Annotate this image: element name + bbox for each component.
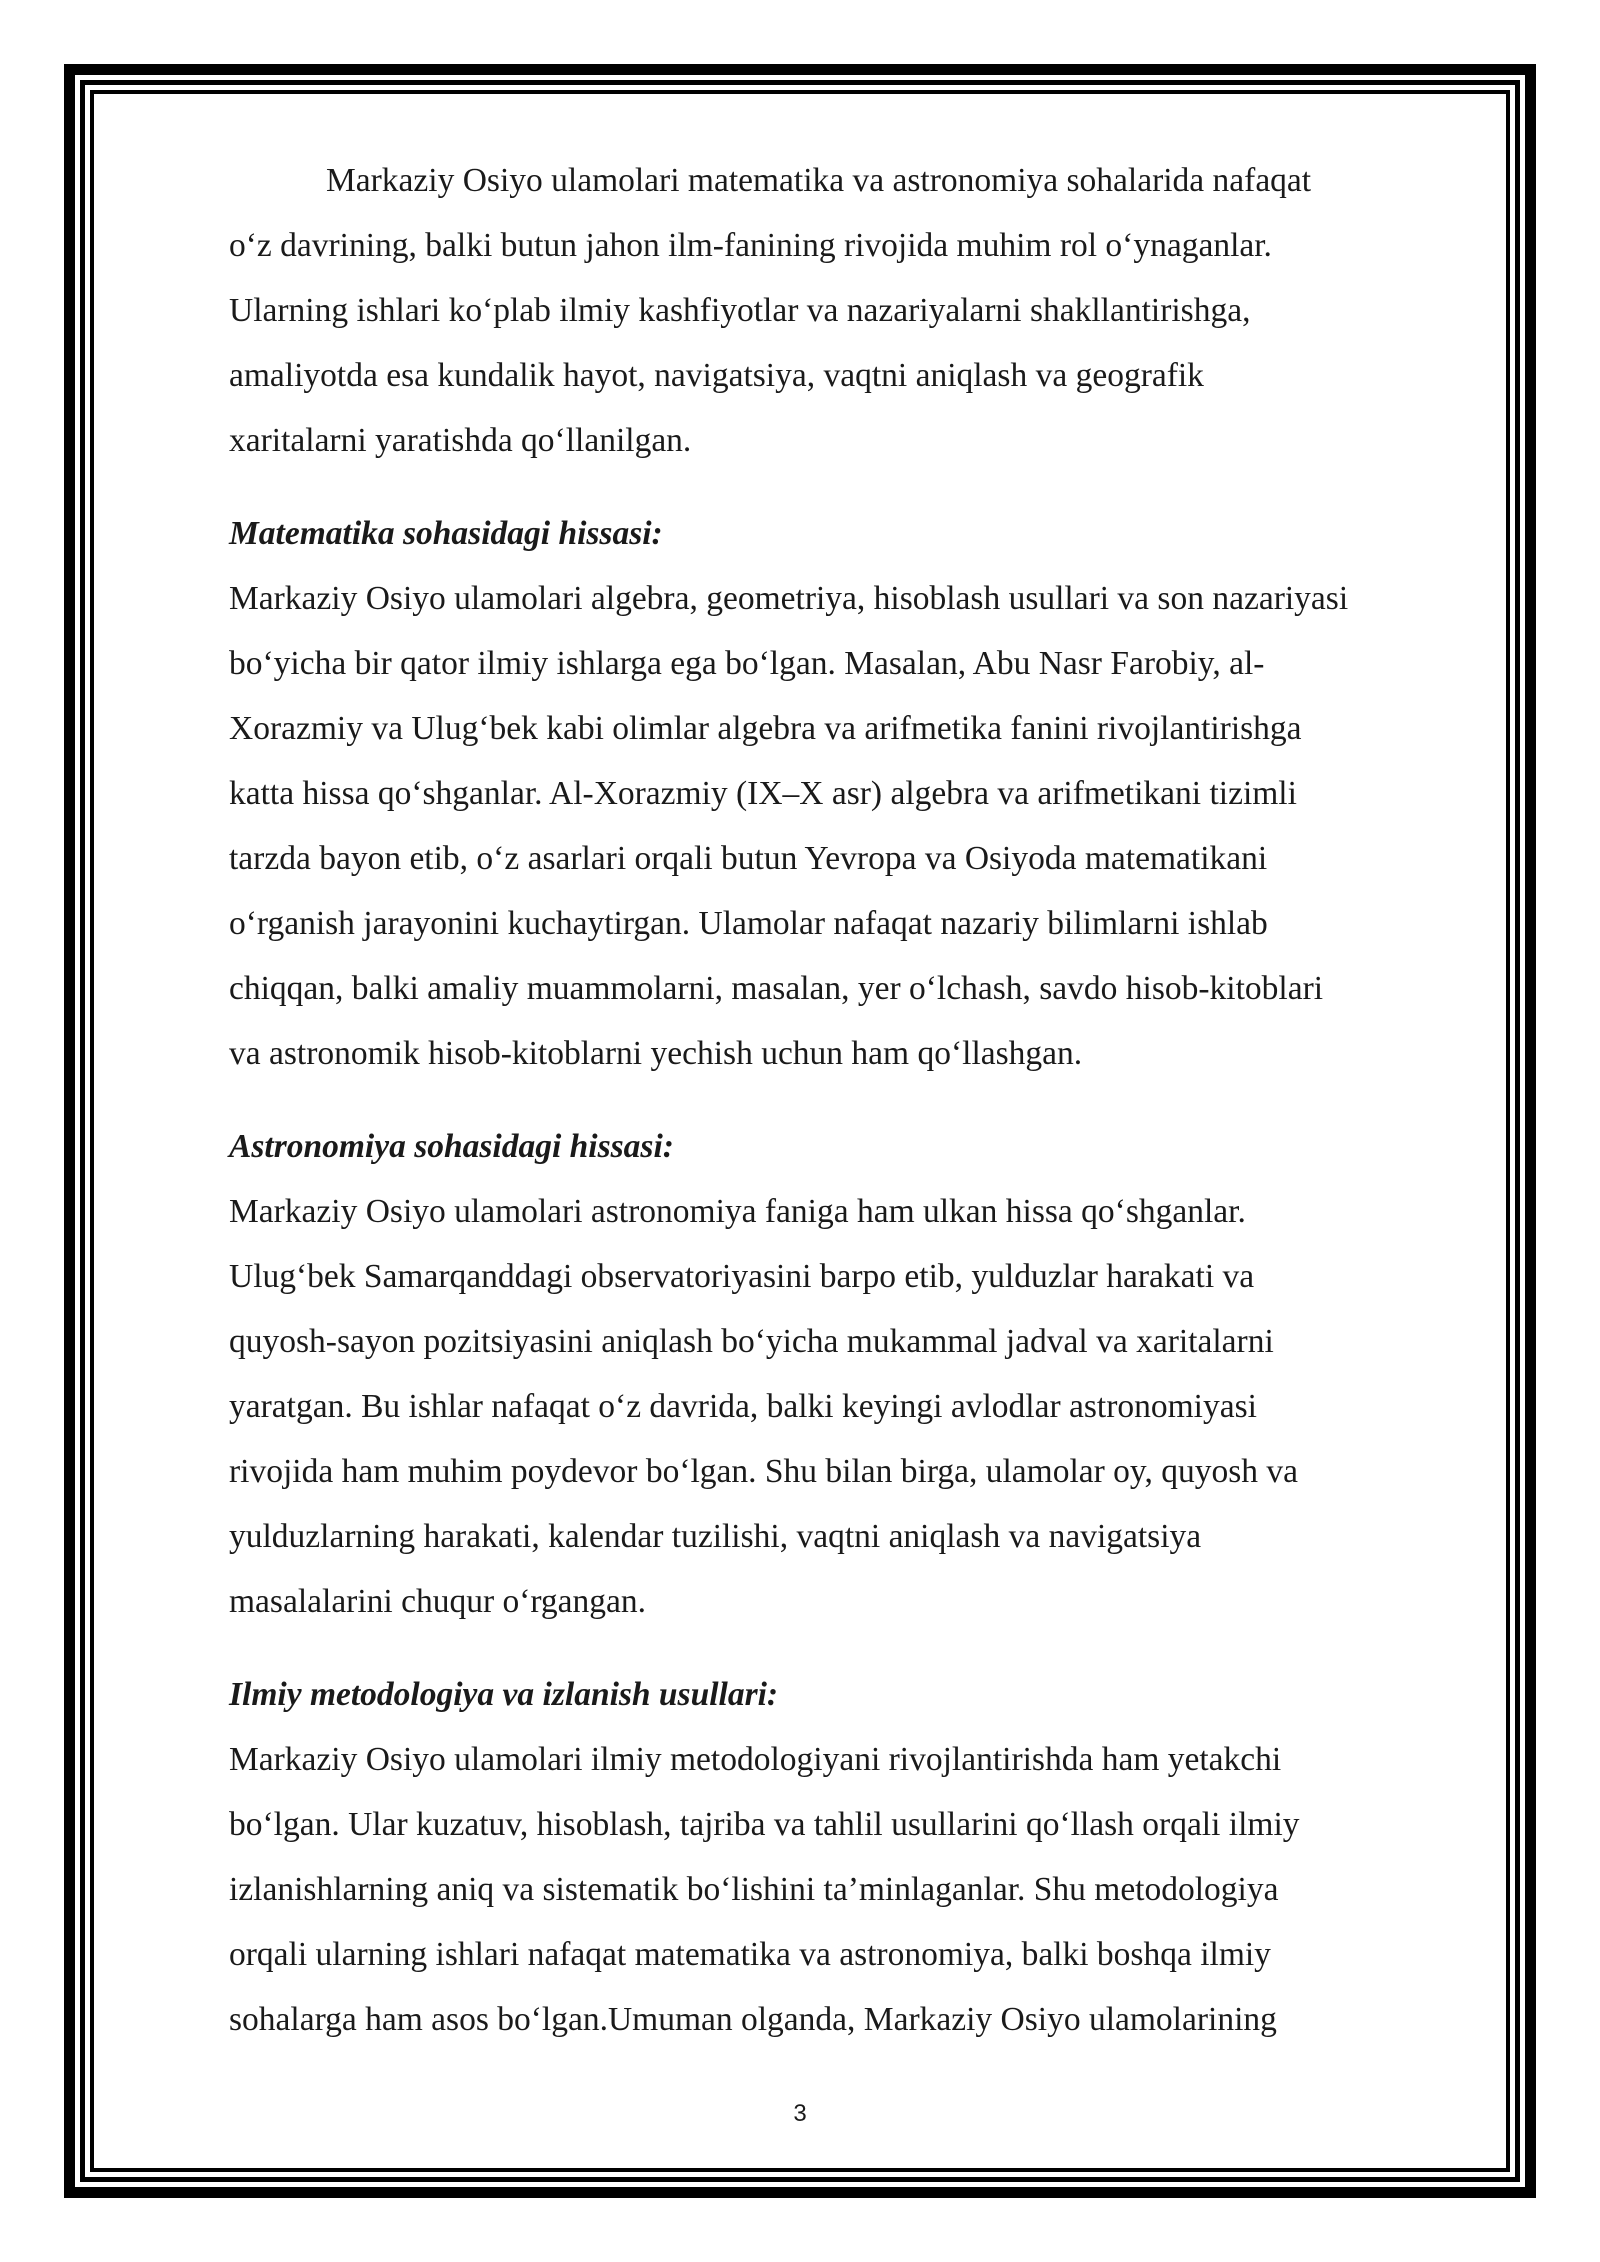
text-line: o‘z davrining, balki butun jahon ilm-fanining rivojida muhim rol o‘ynaganlar. (229, 227, 1272, 264)
text-line: Markaziy Osiyo ulamolari algebra, geometriya, hisoblash usullari va son nazariyasi (229, 580, 1349, 617)
section-heading: Ilmiy metodologiya va izlanish usullari: (229, 1676, 779, 1713)
page-body (229, 148, 1499, 2052)
text-line: katta hissa qo‘shganlar. Al-Xorazmiy (IX–X asr) algebra va arifmetikani tizimli (229, 775, 1297, 812)
text-line: va astronomik hisob-kitoblarni yechish uchun ham qo‘llashgan. (229, 1035, 1083, 1072)
page-number: 3 (793, 2100, 807, 2127)
text-line: Markaziy Osiyo ulamolari matematika va astronomiya sohalarida nafaqat (326, 162, 1312, 199)
section-mathematics (229, 501, 1499, 1086)
section-methodology (229, 1662, 1499, 2052)
section-heading: Astronomiya sohasidagi hissasi: (229, 1128, 674, 1165)
paragraph-spacer (229, 473, 1499, 501)
text-line: yulduzlarning harakati, kalendar tuzilishi, vaqtni aniqlash va navigatsiya (229, 1518, 1202, 1555)
text-line: tarzda bayon etib, o‘z asarlari orqali butun Yevropa va Osiyoda matematikani (229, 840, 1268, 877)
text-line: Xorazmiy va Ulug‘bek kabi olimlar algebra va arifmetika fanini rivojlantirishga (229, 710, 1302, 747)
section-astronomy (229, 1114, 1499, 1634)
text-line: yaratgan. Bu ishlar nafaqat o‘z davrida, balki keyingi avlodlar astronomiyasi (229, 1388, 1257, 1425)
text-line: Markaziy Osiyo ulamolari ilmiy metodologiyani rivojlantirishda ham yetakchi (229, 1741, 1282, 1778)
text-line: chiqqan, balki amaliy muammolarni, masalan, yer o‘lchash, savdo hisob-kitoblari (229, 970, 1324, 1007)
text-line: Markaziy Osiyo ulamolari astronomiya faniga ham ulkan hissa qo‘shganlar. (229, 1193, 1246, 1230)
text-line: bo‘lgan. Ular kuzatuv, hisoblash, tajriba va tahlil usullarini qo‘llash orqali ilmiy (229, 1806, 1300, 1843)
text-line: rivojida ham muhim poydevor bo‘lgan. Shu bilan birga, ulamolar oy, quyosh va (229, 1453, 1299, 1490)
text-line: xaritalarni yaratishda qo‘llanilgan. (229, 422, 692, 459)
section-heading: Matematika sohasidagi hissasi: (229, 515, 663, 552)
text-line: Ularning ishlari ko‘plab ilmiy kashfiyotlar va nazariyalarni shakllantirishga, (229, 292, 1251, 329)
paragraph-spacer (229, 1086, 1499, 1114)
text-line: amaliyotda esa kundalik hayot, navigatsiya, vaqtni aniqlash va geografik (229, 357, 1204, 394)
text-line: masalalarini chuqur o‘rgangan. (229, 1583, 647, 1620)
text-line: bo‘yicha bir qator ilmiy ishlarga ega bo‘lgan. Masalan, Abu Nasr Farobiy, al- (229, 645, 1265, 682)
text-line: izlanishlarning aniq va sistematik bo‘lishini ta’minlaganlar. Shu metodologiya (229, 1871, 1279, 1908)
text-line: quyosh-sayon pozitsiyasini aniqlash bo‘yicha mukammal jadval va xaritalarni (229, 1323, 1274, 1360)
text-line: orqali ularning ishlari nafaqat matematika va astronomiya, balki boshqa ilmiy (229, 1936, 1271, 1973)
text-line: Ulug‘bek Samarqanddagi observatoriyasini barpo etib, yulduzlar harakati va (229, 1258, 1255, 1295)
intro-paragraph (229, 148, 1499, 473)
text-line: sohalarga ham asos bo‘lgan.Umuman olganda, Markaziy Osiyo ulamolarining (229, 2001, 1277, 2038)
paragraph-spacer (229, 1634, 1499, 1662)
text-line: o‘rganish jarayonini kuchaytirgan. Ulamolar nafaqat nazariy bilimlarni ishlab (229, 905, 1268, 942)
